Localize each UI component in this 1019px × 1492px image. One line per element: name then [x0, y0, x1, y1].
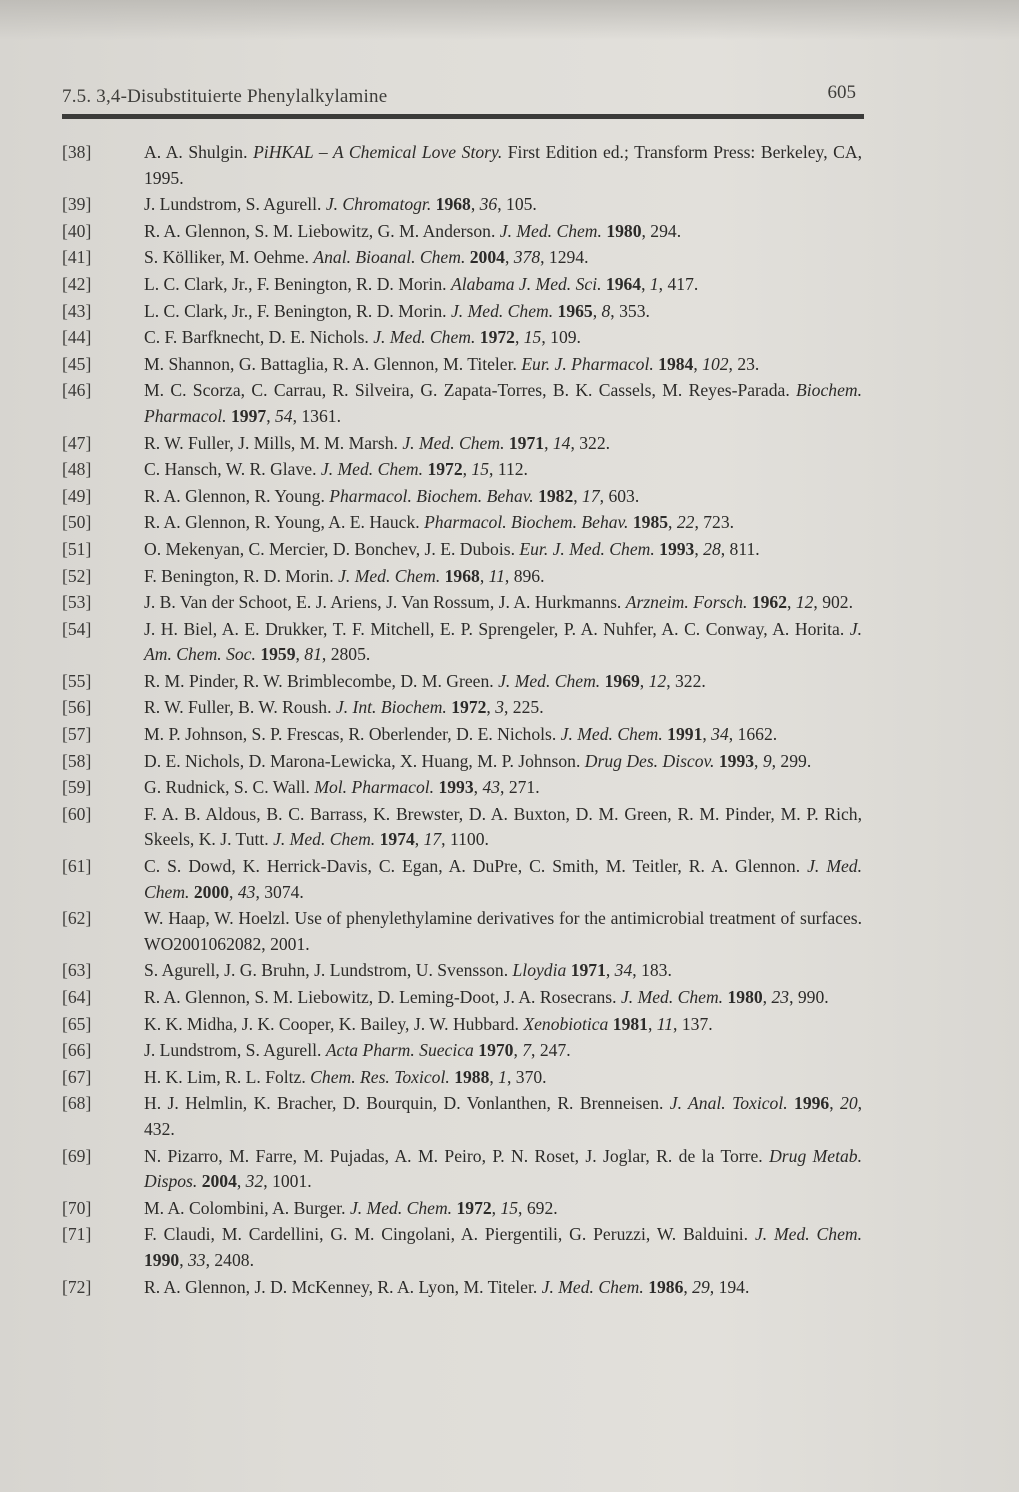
reference-journal: J. Med. Chem. — [320, 459, 424, 480]
reference-volume: 36 — [479, 194, 498, 215]
reference-year: 1971 — [508, 432, 545, 453]
reference-entry — [62, 985, 862, 1011]
reference-volume: 43 — [237, 881, 256, 902]
reference-volume: 7 — [522, 1040, 532, 1061]
reference-authors: M. P. Johnson, S. P. Frescas, R. Oberlender, D. E. Nichols. — [144, 724, 557, 745]
reference-entry — [62, 192, 862, 218]
page-shadow — [0, 0, 1019, 40]
reference-authors: C. F. Barfknecht, D. E. Nichols. — [144, 327, 369, 348]
reference-entry — [62, 564, 862, 590]
reference-pages: , 23. — [728, 353, 760, 374]
reference-volume: 8 — [601, 300, 611, 321]
reference-pages: , 1100. — [441, 829, 489, 850]
reference-number: [43] — [62, 300, 92, 321]
reference-authors: M. C. Scorza, C. Carrau, R. Silveira, G. Zapata-Torres, B. K. Cassels, M. Reyes-Parada. — [144, 380, 790, 401]
reference-pages: , 194. — [709, 1276, 750, 1297]
reference-pages: , 1001. — [263, 1171, 312, 1192]
reference-volume: 3 — [495, 697, 504, 718]
reference-text — [144, 140, 862, 191]
reference-authors: J. Lundstrom, S. Agurell. — [144, 1040, 322, 1061]
reference-pages: , 2408. — [205, 1249, 254, 1270]
reference-authors: R. W. Fuller, B. W. Roush. — [144, 697, 332, 718]
reference-authors: R. W. Fuller, J. Mills, M. M. Marsh. — [144, 432, 398, 453]
reference-entry — [62, 722, 862, 748]
reference-year: 1991 — [667, 724, 703, 745]
page-number: 605 — [827, 82, 856, 103]
reference-entry — [62, 219, 862, 245]
reference-year: 1984 — [658, 353, 694, 374]
reference-pages: , 417. — [658, 273, 699, 294]
reference-entry — [62, 802, 862, 853]
reference-year: 1985 — [632, 512, 669, 533]
reference-pages: , 353. — [610, 300, 650, 321]
reference-volume: 23 — [771, 987, 790, 1007]
reference-entry — [62, 484, 862, 510]
reference-authors: F. Benington, R. D. Morin. — [144, 565, 334, 586]
reference-journal: J. Med. Chem. — [373, 327, 476, 348]
reference-text: M. Shannon, G. Battaglia, R. A. Glennon, M. Titeler. Eur. J. Pharmacol. 1984, 102, 23. — [144, 353, 760, 374]
reference-text: S. Agurell, J. G. Bruhn, J. Lundstrom, U. Svensson. Lloydia 1971, 34, 183. — [144, 960, 672, 981]
reference-number: [56] — [62, 697, 92, 718]
reference-volume: 20 — [840, 1093, 858, 1114]
reference-journal: Acta Pharm. Suecica — [325, 1040, 474, 1061]
reference-year: 1980 — [606, 220, 642, 241]
reference-text: R. M. Pinder, R. W. Brimblecombe, D. M. Green. J. Med. Chem. 1969, 12, 322. — [144, 670, 706, 691]
reference-volume: 28 — [703, 538, 721, 559]
reference-number: [47] — [62, 432, 92, 453]
reference-pages: , 247. — [531, 1040, 571, 1061]
reference-number: [48] — [62, 459, 92, 480]
reference-year: 2004 — [201, 1171, 237, 1192]
reference-authors: R. A. Glennon, R. Young, A. E. Hauck. — [144, 512, 420, 533]
reference-journal: J. Med. Chem. — [541, 1276, 644, 1297]
reference-number: [62] — [62, 908, 92, 929]
reference-year: 1993 — [718, 750, 755, 771]
reference-authors: M. Shannon, G. Battaglia, R. A. Glennon, M. Titeler. — [144, 353, 517, 374]
reference-entry — [62, 378, 862, 429]
reference-authors: R. A. Glennon, S. M. Liebowitz, D. Leming-Doot, J. A. Rosecrans. — [144, 987, 617, 1007]
reference-journal: Xenobiotica — [523, 1013, 609, 1034]
reference-entry — [62, 1091, 862, 1142]
reference-year: 1969 — [604, 670, 640, 691]
reference-volume: 32 — [245, 1171, 264, 1192]
reference-text — [144, 906, 862, 957]
reference-authors: C. S. Dowd, K. Herrick-Davis, C. Egan, A. DuPre, C. Smith, M. Teitler, R. A. Glennon. — [144, 856, 801, 877]
reference-text: N. Pizarro, M. Farre, M. Pujadas, A. M. Peiro, P. N. Roset, J. Joglar, R. de la Torre. Drug Metab. Dispos. 2004, 32, 1001. — [144, 1145, 862, 1192]
reference-journal: Drug Des. Discov. — [584, 750, 715, 771]
reference-pages: , 271. — [500, 777, 540, 798]
reference-number: [60] — [62, 803, 92, 824]
reference-pages: , 322. — [570, 432, 611, 453]
reference-volume: 43 — [482, 777, 501, 798]
reference-journal: Chem. Res. Toxicol. — [310, 1066, 450, 1087]
reference-journal: Drug Metab. Dispos. — [144, 1145, 862, 1192]
reference-entry — [62, 431, 862, 457]
reference-number: [45] — [62, 353, 92, 374]
reference-entry — [62, 140, 862, 191]
reference-journal: J. Med. Chem. — [349, 1197, 453, 1218]
reference-pages: , 1294. — [540, 247, 589, 268]
reference-journal: Mol. Pharmacol. — [314, 777, 435, 798]
reference-journal: Alabama J. Med. Sci. — [451, 273, 602, 294]
reference-authors: R. A. Glennon, R. Young. — [144, 485, 325, 506]
reference-number: [71] — [62, 1224, 92, 1245]
reference-pages: , 225. — [504, 697, 544, 718]
reference-text: M. C. Scorza, C. Carrau, R. Silveira, G. Zapata-Torres, B. K. Cassels, M. Reyes-Parada. Biochem. Pharmacol. 1997, 54, 1361. — [144, 380, 862, 426]
reference-year: 1986 — [648, 1276, 684, 1297]
reference-number: [52] — [62, 565, 92, 586]
reference-pages: , 322. — [666, 670, 706, 691]
reference-volume: 22 — [676, 512, 695, 533]
reference-year: 1968 — [444, 565, 480, 586]
reference-authors: J. Lundstrom, S. Agurell. — [144, 194, 322, 215]
reference-journal: J. Med. Chem. — [144, 856, 862, 902]
reference-entry — [62, 958, 862, 984]
reference-journal: J. Med. Chem. — [560, 724, 663, 745]
reference-list — [62, 140, 862, 1301]
reference-volume: 33 — [187, 1249, 206, 1270]
reference-pages: , 112. — [489, 459, 528, 480]
reference-volume: 34 — [711, 724, 729, 745]
reference-authors: R. A. Glennon, S. M. Liebowitz, G. M. Anderson. — [144, 220, 496, 241]
reference-number: [61] — [62, 856, 92, 877]
reference-journal: J. Med. Chem. — [754, 1224, 862, 1245]
reference-journal: Pharmacol. Biochem. Behav. — [329, 485, 534, 506]
reference-text: C. S. Dowd, K. Herrick-Davis, C. Egan, A. DuPre, C. Smith, M. Teitler, R. A. Glennon. J. Med. Chem. 2000, 43, 3074. — [144, 856, 862, 902]
reference-number: [57] — [62, 724, 92, 745]
reference-authors: S. Kölliker, M. Oehme. — [144, 247, 309, 268]
reference-journal: J. Am. Chem. Soc. — [144, 618, 863, 665]
reference-number: [42] — [62, 273, 92, 294]
reference-pages: , 1361. — [292, 405, 341, 426]
reference-number: [55] — [62, 670, 92, 691]
reference-text: D. E. Nichols, D. Marona-Lewicka, X. Huang, M. P. Johnson. Drug Des. Discov. 1993, 9, 299. — [144, 750, 812, 771]
reference-text: F. A. B. Aldous, B. C. Barrass, K. Brewster, D. A. Buxton, D. M. Green, R. M. Pinder, M. P. Rich, Skeels, K. J. Tutt. J. Med. Chem. 1974, 17, 1100. — [144, 803, 862, 850]
reference-entry — [62, 906, 862, 957]
reference-pages: , 183. — [632, 960, 672, 981]
reference-pages: , 294. — [641, 220, 682, 241]
reference-number: [54] — [62, 618, 92, 639]
reference-authors: D. E. Nichols, D. Marona-Lewicka, X. Huang, M. P. Johnson. — [144, 750, 581, 771]
reference-text: R. A. Glennon, S. M. Liebowitz, D. Leming-Doot, J. A. Rosecrans. J. Med. Chem. 1980, 23, 990. — [144, 987, 829, 1007]
reference-volume: 54 — [274, 405, 293, 426]
reference-volume: 15 — [523, 327, 542, 348]
reference-authors: S. Agurell, J. G. Bruhn, J. Lundstrom, U. Svensson. — [144, 960, 509, 981]
reference-text: R. W. Fuller, B. W. Roush. J. Int. Biochem. 1972, 3, 225. — [144, 697, 544, 718]
reference-year: 2000 — [193, 881, 230, 902]
reference-journal: J. Med. Chem. — [498, 670, 601, 691]
reference-entry — [62, 1065, 862, 1091]
reference-journal: J. Med. Chem. — [273, 829, 376, 850]
reference-text: C. F. Barfknecht, D. E. Nichols. J. Med. Chem. 1972, 15, 109. — [144, 327, 581, 348]
reference-pages: , 902. — [813, 592, 853, 613]
reference-journal: J. Int. Biochem. — [335, 697, 447, 718]
running-header — [62, 82, 860, 112]
reference-volume: 1 — [498, 1066, 507, 1087]
reference-number: [70] — [62, 1197, 92, 1218]
reference-text: K. K. Midha, J. K. Cooper, K. Bailey, J. W. Hubbard. Xenobiotica 1981, 11, 137. — [144, 1013, 713, 1034]
reference-year: 1965 — [557, 300, 593, 321]
reference-text: H. J. Helmlin, K. Bracher, D. Bourquin, D. Vonlanthen, R. Brenneisen. J. Anal. Toxicol. 1996, 20, 432. — [144, 1093, 863, 1139]
reference-entry — [62, 695, 862, 721]
reference-number: [63] — [62, 960, 92, 981]
reference-text: F. Claudi, M. Cardellini, G. M. Cingolani, A. Piergentili, G. Peruzzi, W. Balduini. J. Med. Chem. 1990, 33, 2408. — [144, 1224, 862, 1270]
reference-text: J. B. Van der Schoot, E. J. Ariens, J. Van Rossum, J. A. Hurkmanns. Arzneim. Forsch. 1962, 12, 902. — [144, 592, 853, 613]
reference-journal: Eur. J. Pharmacol. — [521, 353, 654, 374]
reference-year: 1980 — [727, 987, 763, 1007]
header-rule — [62, 114, 864, 119]
reference-number: [44] — [62, 327, 92, 348]
reference-entry — [62, 749, 862, 775]
reference-journal: J. Med. Chem. — [620, 987, 724, 1007]
reference-journal: J. Med. Chem. — [451, 300, 554, 321]
reference-authors: F. Claudi, M. Cardellini, G. M. Cingolani, A. Piergentili, G. Peruzzi, W. Balduini. — [144, 1224, 749, 1245]
reference-journal: J. Med. Chem. — [338, 565, 441, 586]
reference-text: J. Lundstrom, S. Agurell. Acta Pharm. Suecica 1970, 7, 247. — [144, 1040, 571, 1061]
reference-pages: , 692. — [518, 1197, 558, 1218]
reference-entry — [62, 1275, 862, 1301]
reference-authors: M. A. Colombini, A. Burger. — [144, 1197, 346, 1218]
reference-volume: 9 — [762, 750, 772, 771]
reference-authors: R. A. Glennon, J. D. McKenney, R. A. Lyon, M. Titeler. — [144, 1276, 538, 1297]
reference-volume: 12 — [795, 592, 814, 613]
reference-pages: , 137. — [673, 1013, 713, 1034]
reference-authors: L. C. Clark, Jr., F. Benington, R. D. Morin. — [144, 300, 447, 321]
reference-volume: 34 — [614, 960, 633, 981]
reference-text: S. Kölliker, M. Oehme. Anal. Bioanal. Chem. 2004, 378, 1294. — [144, 247, 589, 268]
reference-year: 1972 — [456, 1197, 492, 1218]
reference-year: 1972 — [479, 327, 515, 348]
reference-entry — [62, 1196, 862, 1222]
reference-year: 1993 — [438, 777, 474, 798]
reference-year: 1982 — [538, 485, 574, 506]
reference-authors: C. Hansch, W. R. Glave. — [144, 459, 317, 480]
reference-number: [68] — [62, 1093, 92, 1114]
reference-entry — [62, 457, 862, 483]
reference-pages: , 603. — [599, 485, 640, 506]
reference-text: H. K. Lim, R. L. Foltz. Chem. Res. Toxicol. 1988, 1, 370. — [144, 1066, 547, 1087]
reference-entry — [62, 1038, 862, 1064]
reference-entry — [62, 272, 862, 298]
reference-authors: H. J. Helmlin, K. Bracher, D. Bourquin, D. Vonlanthen, R. Brenneisen. — [144, 1093, 664, 1114]
reference-entry — [62, 617, 862, 668]
reference-year: 1972 — [451, 697, 487, 718]
reference-year: 1996 — [794, 1093, 830, 1114]
reference-journal: Anal. Bioanal. Chem. — [313, 247, 466, 268]
reference-pages: , 723. — [694, 512, 735, 533]
reference-number: [64] — [62, 987, 92, 1007]
reference-number: [53] — [62, 592, 92, 613]
reference-volume: 81 — [304, 644, 322, 665]
reference-pages: , 3074. — [255, 881, 304, 902]
reference-volume: 11 — [488, 565, 505, 586]
reference-entry — [62, 352, 862, 378]
reference-entry — [62, 537, 862, 563]
reference-number: [58] — [62, 750, 92, 771]
reference-number: [40] — [62, 220, 92, 241]
reference-pages: , 1662. — [728, 724, 778, 745]
reference-text: C. Hansch, W. R. Glave. J. Med. Chem. 1972, 15, 112. — [144, 459, 528, 480]
reference-number: [65] — [62, 1013, 92, 1034]
reference-number: [46] — [62, 380, 92, 401]
reference-authors: F. A. B. Aldous, B. C. Barrass, K. Brewster, D. A. Buxton, D. M. Green, R. M. Pinder, M. P. Rich, Skeels, K. J. Tutt. — [144, 803, 862, 850]
reference-volume: 29 — [692, 1276, 710, 1297]
reference-journal: J. Anal. Toxicol. — [669, 1093, 788, 1114]
reference-authors: J. H. Biel, A. E. Drukker, T. F. Mitchell, E. P. Sprengeler, P. A. Nuhfer, A. C. Conway, A. Horita. — [144, 618, 845, 639]
reference-year: 1974 — [379, 829, 415, 850]
reference-entry — [62, 1144, 862, 1195]
reference-journal: Eur. J. Med. Chem. — [519, 538, 655, 559]
reference-volume: 15 — [500, 1197, 519, 1218]
reference-year: 2004 — [469, 247, 505, 268]
reference-entry — [62, 1012, 862, 1038]
reference-journal: Lloydia — [512, 960, 567, 981]
reference-pages: , 299. — [771, 750, 812, 771]
reference-year: 1968 — [435, 194, 471, 215]
reference-text: R. A. Glennon, R. Young. Pharmacol. Biochem. Behav. 1982, 17, 603. — [144, 485, 640, 506]
reference-authors: G. Rudnick, S. C. Wall. — [144, 777, 310, 798]
reference-entry — [62, 325, 862, 351]
reference-authors: N. Pizarro, M. Farre, M. Pujadas, A. M. Peiro, P. N. Roset, J. Joglar, R. de la Torre. — [144, 1145, 763, 1166]
reference-entry — [62, 510, 862, 536]
reference-pages: , 990. — [789, 987, 829, 1007]
reference-text: F. Benington, R. D. Morin. J. Med. Chem. 1968, 11, 896. — [144, 565, 545, 586]
reference-journal: Pharmacol. Biochem. Behav. — [424, 512, 629, 533]
reference-pages: , 109. — [541, 327, 581, 348]
reference-volume: 102 — [702, 353, 729, 374]
reference-volume: 11 — [656, 1013, 674, 1034]
reference-journal: J. Med. Chem. — [402, 432, 505, 453]
reference-number: [72] — [62, 1276, 92, 1297]
reference-pages: , 432. — [144, 1093, 863, 1139]
reference-text: R. W. Fuller, J. Mills, M. M. Marsh. J. Med. Chem. 1971, 14, 322. — [144, 432, 611, 453]
reference-year: 1988 — [454, 1066, 490, 1087]
reference-authors: W. Haap, W. Hoelzl. Use of phenylethylamine derivatives for the antimicrobial treatment of surfaces. WO2001062082, 2001. — [144, 908, 862, 954]
reference-number: [67] — [62, 1066, 92, 1087]
reference-year: 1959 — [260, 644, 296, 665]
reference-pages: , 896. — [504, 565, 545, 586]
reference-year: 1997 — [231, 405, 267, 426]
reference-journal: Biochem. Pharmacol. — [144, 380, 862, 426]
reference-authors: R. M. Pinder, R. W. Brimblecombe, D. M. Green. — [144, 670, 494, 691]
reference-text: M. A. Colombini, A. Burger. J. Med. Chem. 1972, 15, 692. — [144, 1197, 558, 1218]
reference-text: G. Rudnick, S. C. Wall. Mol. Pharmacol. 1993, 43, 271. — [144, 777, 540, 798]
reference-volume: 1 — [649, 273, 659, 294]
reference-text: R. A. Glennon, R. Young, A. E. Hauck. Pharmacol. Biochem. Behav. 1985, 22, 723. — [144, 512, 735, 533]
reference-entry — [62, 669, 862, 695]
reference-number: [51] — [62, 538, 92, 559]
reference-entry — [62, 245, 862, 271]
reference-text: R. A. Glennon, J. D. McKenney, R. A. Lyon, M. Titeler. J. Med. Chem. 1986, 29, 194. — [144, 1276, 750, 1297]
reference-number: [59] — [62, 777, 92, 798]
reference-number: [41] — [62, 247, 92, 268]
reference-year: 1990 — [144, 1249, 180, 1270]
reference-text: O. Mekenyan, C. Mercier, D. Bonchev, J. E. Dubois. Eur. J. Med. Chem. 1993, 28, 811. — [144, 538, 760, 559]
reference-pages: , 2805. — [321, 644, 371, 665]
reference-text: M. P. Johnson, S. P. Frescas, R. Oberlender, D. E. Nichols. J. Med. Chem. 1991, 34, 1662. — [144, 724, 778, 745]
reference-entry — [62, 590, 862, 616]
reference-year: 1962 — [751, 592, 788, 613]
reference-year: 1970 — [478, 1040, 514, 1061]
reference-year: 1993 — [659, 538, 695, 559]
reference-year: 1972 — [427, 459, 463, 480]
reference-pages: , 811. — [720, 538, 760, 559]
reference-number: [38] — [62, 142, 92, 162]
reference-entry — [62, 775, 862, 801]
reference-number: [50] — [62, 512, 92, 533]
reference-journal: J. Chromatogr. — [325, 194, 432, 215]
reference-volume: 14 — [552, 432, 571, 453]
reference-year: 1981 — [612, 1013, 648, 1034]
reference-number: [66] — [62, 1040, 92, 1061]
reference-text: L. C. Clark, Jr., F. Benington, R. D. Morin. J. Med. Chem. 1965, 8, 353. — [144, 300, 650, 321]
reference-year: 1964 — [605, 273, 642, 294]
reference-entry — [62, 299, 862, 325]
reference-volume: 12 — [648, 670, 667, 691]
reference-pages: , 105. — [497, 194, 537, 215]
reference-authors: A. A. Shulgin. — [144, 142, 248, 162]
reference-journal: PiHKAL – A Chemical Love Story. — [253, 142, 503, 162]
reference-text: L. C. Clark, Jr., F. Benington, R. D. Morin. Alabama J. Med. Sci. 1964, 1, 417. — [144, 273, 699, 294]
running-title: 7.5. 3,4-Disubstituierte Phenylalkylamine — [62, 86, 388, 107]
reference-journal: Arzneim. Forsch. — [625, 592, 748, 613]
reference-volume: 15 — [471, 459, 490, 480]
reference-number: [49] — [62, 485, 92, 506]
reference-volume: 17 — [423, 829, 442, 850]
reference-authors: J. B. Van der Schoot, E. J. Ariens, J. Van Rossum, J. A. Hurkmanns. — [144, 592, 622, 613]
reference-volume: 378 — [513, 247, 541, 268]
reference-authors: L. C. Clark, Jr., F. Benington, R. D. Morin. — [144, 273, 447, 294]
reference-entry — [62, 854, 862, 905]
reference-authors: O. Mekenyan, C. Mercier, D. Bonchev, J. E. Dubois. — [144, 538, 515, 559]
reference-number: [69] — [62, 1145, 92, 1166]
reference-authors: K. K. Midha, J. K. Cooper, K. Bailey, J. W. Hubbard. — [144, 1013, 519, 1034]
reference-text — [144, 219, 862, 245]
reference-volume: 17 — [582, 485, 600, 506]
reference-journal: J. Med. Chem. — [499, 220, 602, 241]
reference-number: [39] — [62, 194, 92, 215]
reference-authors: H. K. Lim, R. L. Foltz. — [144, 1066, 306, 1087]
reference-entry — [62, 1222, 862, 1273]
reference-year: 1971 — [570, 960, 606, 981]
reference-pages: First Edition ed.; Transform Press: Berkeley, CA, 1995. — [144, 142, 863, 188]
reference-text: J. Lundstrom, S. Agurell. J. Chromatogr. 1968, 36, 105. — [144, 194, 537, 215]
reference-text: J. H. Biel, A. E. Drukker, T. F. Mitchell, E. P. Sprengeler, P. A. Nuhfer, A. C. Conway, A. Horita. J. Am. Chem. Soc. 1959, 81, 2805. — [144, 618, 863, 665]
reference-pages: , 370. — [506, 1066, 547, 1087]
